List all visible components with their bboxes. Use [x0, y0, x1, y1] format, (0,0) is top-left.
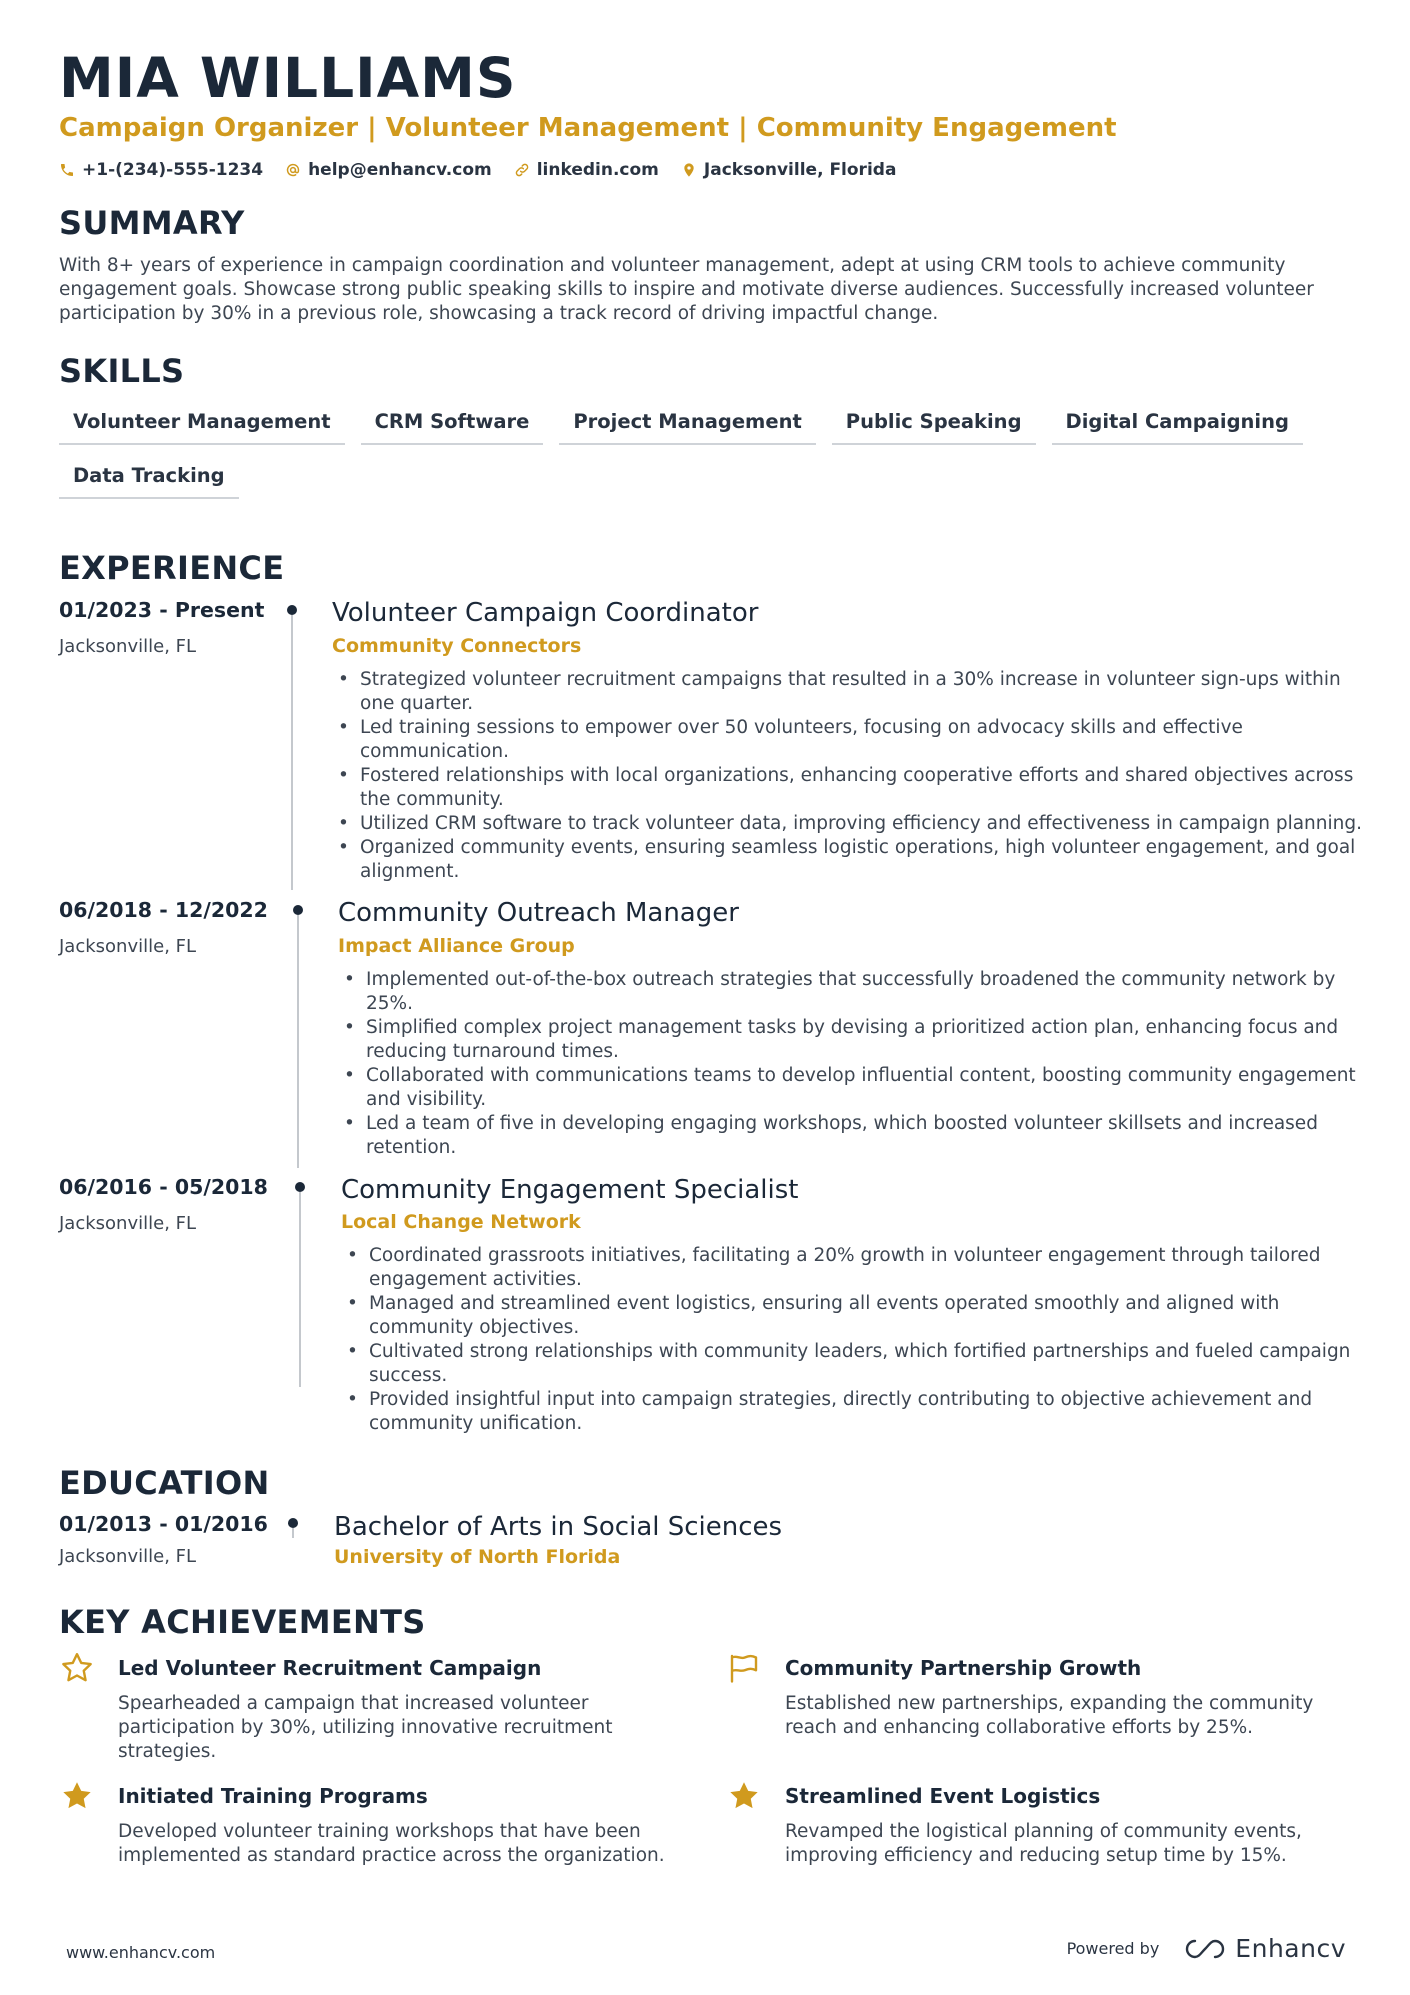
experience-bullet: • Implemented out-of-the-box outreach strategies that successfully broadened the community network by 25%. [338, 968, 1363, 1016]
summary-heading: SUMMARY [59, 204, 245, 242]
powered-by-label: Powered by [1066, 1939, 1160, 1958]
achievements-heading: KEY ACHIEVEMENTS [59, 1603, 426, 1641]
achievement-desc: Spearheaded a campaign that increased volunteer participation by 30%, utilizing innovative recruitment strategies. [118, 1693, 613, 1762]
experience-bullet: • Strategized volunteer recruitment campaigns that resulted in a 30% increase in volunteer sign-ups within one quarter. [332, 668, 1362, 716]
achievement-title: Led Volunteer Recruitment Campaign [118, 1656, 542, 1680]
experience-location: Jacksonville, FL [59, 936, 197, 957]
star-filled-icon [59, 1778, 95, 1814]
experience-date: 06/2016 - 05/2018 [59, 1175, 268, 1199]
experience-job-title: Volunteer Campaign Coordinator [332, 598, 759, 628]
achievement-title: Streamlined Event Logistics [785, 1784, 1101, 1808]
experience-bullets [341, 1244, 1361, 1436]
education-location: Jacksonville, FL [59, 1546, 197, 1567]
skill-tag: Public Speaking [832, 408, 1036, 445]
timeline-dot [293, 905, 303, 915]
experience-location: Jacksonville, FL [59, 1213, 197, 1234]
achievement-title: Community Partnership Growth [785, 1656, 1142, 1680]
experience-date: 06/2018 - 12/2022 [59, 898, 268, 922]
experience-bullet: • Utilized CRM software to track volunteer data, improving efficiency and effectiveness in campaign planning. [332, 812, 1362, 836]
timeline-dot [287, 605, 297, 615]
achievement-desc: Established new partnerships, expanding the community reach and enhancing collaborative efforts by 25%. [785, 1693, 1314, 1738]
experience-bullet: • Coordinated grassroots initiatives, facilitating a 20% growth in volunteer engagement through tailored engagement activities. [341, 1244, 1361, 1292]
phone-icon [59, 162, 75, 178]
contact-location-text: Jacksonville, Florida [703, 160, 897, 180]
experience-bullet: • Organized community events, ensuring seamless logistic operations, high volunteer engagement, and goal alignment. [332, 836, 1362, 884]
experience-bullet: • Cultivated strong relationships with community leaders, which fortified partnerships and fueled campaign success. [341, 1340, 1361, 1388]
flag-icon [726, 1650, 762, 1686]
star-outline-icon [59, 1650, 95, 1686]
achievement-title: Initiated Training Programs [118, 1784, 428, 1808]
education-degree: Bachelor of Arts in Social Sciences [334, 1512, 783, 1542]
experience-bullet: • Led training sessions to empower over 50 volunteers, focusing on advocacy skills and effective communication. [332, 716, 1362, 764]
link-icon [514, 162, 530, 178]
skill-tag: Project Management [559, 408, 815, 445]
education-heading: EDUCATION [59, 1464, 270, 1502]
timeline-dot [295, 1182, 305, 1192]
skill-tag: Volunteer Management [59, 408, 345, 445]
location-pin-icon [681, 162, 697, 178]
enhancv-logo[interactable] [1183, 1934, 1346, 1963]
contact-phone[interactable] [59, 160, 263, 180]
experience-company: Impact Alliance Group [338, 935, 575, 957]
experience-bullet: • Led a team of five in developing engaging workshops, which boosted volunteer skillsets and increased retention. [338, 1112, 1363, 1160]
at-icon [285, 162, 301, 178]
skills-heading: SKILLS [59, 352, 185, 390]
experience-bullet: • Managed and streamlined event logistics, ensuring all events operated smoothly and aligned with community objectives. [341, 1292, 1361, 1340]
timeline-line [291, 615, 293, 890]
contact-linkedin-text: linkedin.com [536, 160, 659, 180]
contact-location [681, 160, 897, 180]
footer-branding [1067, 1934, 1346, 1963]
timeline-dot [288, 1518, 298, 1528]
experience-heading: EXPERIENCE [59, 549, 285, 587]
contact-phone-text: +1-(234)-555-1234 [82, 160, 264, 180]
experience-job-title: Community Outreach Manager [338, 898, 739, 928]
timeline-line [292, 1528, 294, 1538]
education-date: 01/2013 - 01/2016 [59, 1512, 268, 1536]
experience-date: 01/2023 - Present [59, 598, 265, 622]
summary-text: With 8+ years of experience in campaign coordination and volunteer management, adept at using CRM tools to achieve community engagement goals. Showcase strong public speaking skills to inspire and motivate diverse audiences. Successfully increased volunteer participation by 30% in a previous role, showcasing a track record of driving impactful change. [59, 255, 1314, 324]
achievement-desc: Developed volunteer training workshops that have been implemented as standard practice across the organization. [118, 1821, 665, 1866]
experience-bullets [332, 668, 1362, 884]
skills-list [59, 408, 1359, 499]
experience-bullet: • Simplified complex project management tasks by devising a prioritized action plan, enhancing focus and reducing turnaround times. [338, 1016, 1363, 1064]
experience-location: Jacksonville, FL [59, 636, 197, 657]
experience-bullet: • Collaborated with communications teams to develop influential content, boosting community engagement and visibility. [338, 1064, 1363, 1112]
skill-tag: Data Tracking [59, 462, 239, 499]
contact-bar [59, 160, 896, 180]
experience-bullet: • Fostered relationships with local organizations, enhancing cooperative efforts and shared objectives across the community. [332, 764, 1362, 812]
enhancv-logo-text: Enhancv [1235, 1934, 1346, 1963]
candidate-tagline: Campaign Organizer | Volunteer Management | Community Engagement [59, 113, 1117, 143]
candidate-name: MIA WILLIAMS [59, 46, 517, 110]
experience-bullets [338, 968, 1363, 1160]
footer-website-link[interactable]: www.enhancv.com [66, 1943, 216, 1962]
timeline-line [299, 1192, 301, 1387]
education-school: University of North Florida [334, 1546, 621, 1568]
achievement-desc: Revamped the logistical planning of community events, improving efficiency and reducing setup time by 15%. [785, 1821, 1302, 1866]
skill-tag: Digital Campaigning [1052, 408, 1303, 445]
enhancv-logo-icon [1183, 1937, 1227, 1961]
experience-bullet: • Provided insightful input into campaign strategies, directly contributing to objective achievement and community unification. [341, 1388, 1361, 1436]
experience-company: Community Connectors [332, 635, 582, 657]
contact-email-text: help@enhancv.com [308, 160, 492, 180]
star-filled-icon [726, 1778, 762, 1814]
experience-company: Local Change Network [341, 1211, 581, 1233]
contact-email[interactable] [285, 160, 492, 180]
timeline-line [297, 915, 299, 1168]
experience-job-title: Community Engagement Specialist [341, 1175, 799, 1205]
contact-linkedin[interactable] [514, 160, 659, 180]
skill-tag: CRM Software [361, 408, 544, 445]
